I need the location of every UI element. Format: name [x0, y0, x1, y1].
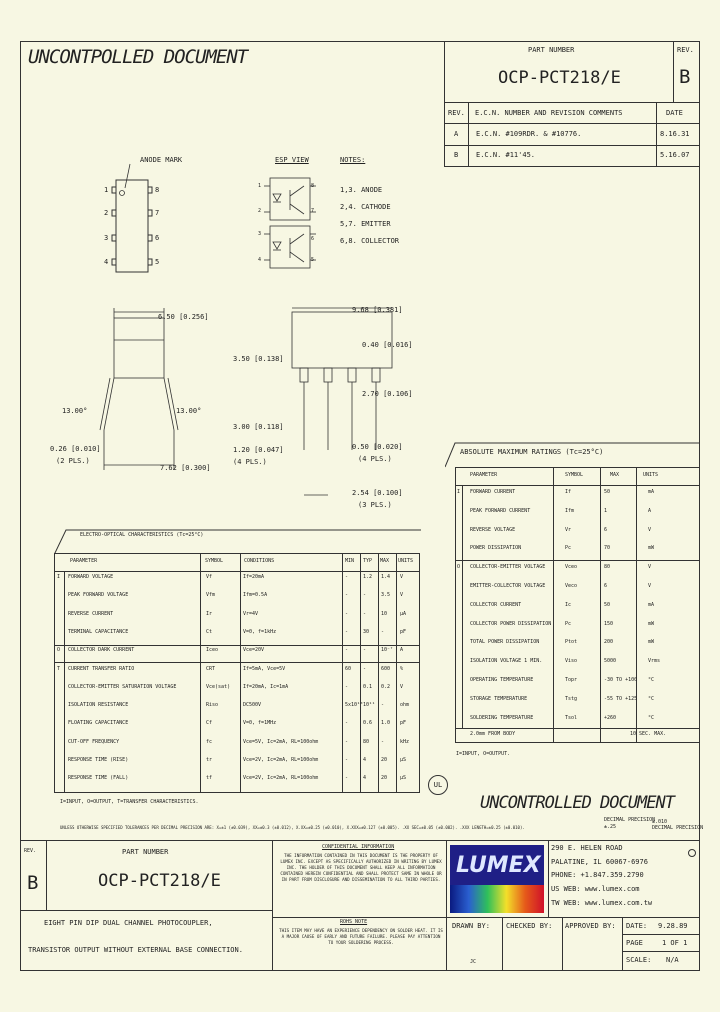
notes-label: NOTES:	[340, 156, 366, 164]
table-cell: Vr=4V	[243, 611, 259, 617]
copyright-icon	[688, 849, 696, 857]
table-cell: 50	[604, 602, 611, 608]
table-cell: -	[363, 611, 367, 617]
pin-label: 8	[311, 183, 315, 189]
table-cell: °C	[648, 696, 655, 702]
dim-label: 3.00 [0.118]	[233, 423, 284, 431]
table-cell: If	[565, 489, 572, 495]
description-line: TRANSISTOR OUTPUT WITHOUT EXTERNAL BASE CONNECTION.	[28, 946, 243, 954]
logo-text: LUMEX	[456, 853, 541, 878]
table-cell: -30 TO +100	[604, 677, 638, 683]
table-cell: mW	[648, 639, 655, 645]
uncontrolled-stamp: UNCONTROLLED DOCUMENT	[480, 793, 674, 813]
table-cell: I	[457, 489, 461, 495]
page-label: PAGE	[626, 939, 643, 947]
table-cell: Ifm=0.5A	[243, 592, 268, 598]
table-cell: -	[381, 702, 385, 708]
table-cell: mA	[648, 602, 655, 608]
table-cell: 0.2	[381, 684, 391, 690]
table-cell: Ptot	[565, 639, 578, 645]
table-cell: 10¹¹	[363, 702, 376, 708]
table-cell: °C	[648, 715, 655, 721]
table-cell: V	[400, 684, 404, 690]
table-row: FORWARD VOLTAGE	[68, 574, 114, 580]
col-header: UNITS	[643, 472, 659, 478]
table-cell: -	[363, 647, 367, 653]
table-cell: +260	[604, 715, 617, 721]
table-cell: %	[400, 666, 404, 672]
table-row: CURRENT TRANSFER RATIO	[68, 666, 135, 672]
table-row: RESPONSE TIME (FALL)	[68, 775, 129, 781]
table-cell: T	[57, 666, 61, 672]
dim-label: 0.50 [0.020]	[352, 443, 403, 451]
table-row: E.C.N. #109RDR. & #10776.	[476, 130, 582, 138]
pin-label: 2	[104, 209, 109, 217]
table-cell: -	[345, 574, 349, 580]
table-row: TOTAL POWER DISSIPATION	[470, 639, 540, 645]
dim-label: 0.40 [0.016]	[362, 341, 413, 349]
footer-part-number-label: PART NUMBER	[122, 848, 169, 856]
table-row: COLLECTOR CURRENT	[470, 602, 522, 608]
checked-by-label: CHECKED BY:	[506, 922, 553, 930]
pin-label: 6	[311, 236, 315, 242]
table-cell: 4	[363, 757, 367, 763]
table-cell: 0.6	[363, 720, 373, 726]
col-header: UNITS	[398, 558, 414, 564]
table-row: 8.16.31	[660, 130, 690, 138]
col-header: MIN	[345, 558, 355, 564]
table-cell: 4	[363, 775, 367, 781]
table-cell: tf	[206, 775, 213, 781]
table-cell: ohm	[400, 702, 410, 708]
table-cell: -55 TO +125	[604, 696, 638, 702]
table-row: EMITTER-COLLECTOR VOLTAGE	[470, 583, 546, 589]
table-cell: DC500V	[243, 702, 262, 708]
table-cell: 5x10¹⁰	[345, 702, 364, 708]
confidential-text: THE INFORMATION CONTAINED IN THIS DOCUMENT IS THE PROPERTY OF LUMEX INC. EXCEPT AS SPECIFICALLY AUTHORIZED IN WRITING BY LUMEX INC. THE HOLDER OF THIS DOCUMENT SHALL KEEP ALL INFORMATION CONTAINED HEREIN CONFIDENTIAL AND SHALL PROTECT SAME IN WHOLE OR IN PART FROM DISCLOSURE AND DISSEMINATION TO ALL THIRD PARTIES.	[280, 853, 442, 882]
table-cell: V	[648, 564, 652, 570]
end-view-drawing	[60, 300, 220, 480]
table-row: REVERSE CURRENT	[68, 611, 114, 617]
table-cell: If=20mA, Ic=1mA	[243, 684, 289, 690]
table-row: COLLECTOR POWER DISSIPATION	[470, 621, 552, 627]
dim-label: 13.00°	[176, 407, 202, 415]
table-cell: A	[648, 508, 652, 514]
table-row: CUT-OFF FREQUENCY	[68, 739, 120, 745]
dim-label: (3 PLS.)	[358, 501, 392, 509]
table-cell: V	[648, 527, 652, 533]
table-row: COLLECTOR DARK CURRENT	[68, 647, 135, 653]
dim-label: 3.50 [0.138]	[233, 355, 284, 363]
table-cell: -	[345, 684, 349, 690]
table-row: STORAGE TEMPERATURE	[470, 696, 528, 702]
rohs-text: THIS ITEM MAY HAVE AN EXPERIENCE DEPENDENCY ON SOLDER HEAT. IT IS A MAJOR CAUSE OF EARLY AND FUTURE FAILURE. PLEASE PAY ATTENTION TO YOUR SOLDERING PROCESS.	[279, 928, 443, 945]
table-cell: µS	[400, 757, 407, 763]
table-cell: fc	[206, 739, 213, 745]
table-cell: -	[345, 592, 349, 598]
comment-col-header: E.C.N. NUMBER AND REVISION COMMENTS	[475, 109, 623, 117]
rohs-title: ROHS NOTE	[340, 919, 368, 925]
footer-part-number: OCP-PCT218/E	[98, 871, 221, 891]
table-cell: 20	[381, 757, 388, 763]
pin-label: 6	[155, 234, 160, 242]
electro-note: I=INPUT, O=OUTPUT, T=TRANSFER CHARACTERISTICS.	[60, 799, 199, 805]
table-cell: 50	[604, 489, 611, 495]
dim-label: 1.20 [0.047]	[233, 446, 284, 454]
footer-rev-value: B	[27, 872, 39, 894]
table-cell: 6	[604, 527, 608, 533]
table-cell: Vr	[565, 527, 572, 533]
address-line: 290 E. HELEN ROAD	[551, 844, 623, 852]
table-row: COLLECTOR-EMITTER SATURATION VOLTAGE	[68, 684, 177, 690]
table-cell: Ic	[565, 602, 572, 608]
col-header: PARAMETER	[70, 558, 98, 564]
pin-label: 4	[104, 258, 109, 266]
table-cell: 1	[604, 508, 608, 514]
table-row: PEAK FORWARD VOLTAGE	[68, 592, 129, 598]
table-cell: O	[457, 564, 461, 570]
table-row: FORWARD CURRENT	[470, 489, 516, 495]
table-cell: µA	[400, 611, 407, 617]
table-cell: 3.5	[381, 592, 391, 598]
pin-label: 4	[258, 257, 262, 263]
table-cell: -	[345, 629, 349, 635]
table-cell: Vce=5V, Ic=2mA, RL=100ohm	[243, 739, 319, 745]
footer-value: 10 SEC. MAX.	[630, 731, 667, 737]
pin-label: 1	[104, 186, 109, 194]
table-cell: 30	[363, 629, 370, 635]
col-header: SYMBOL	[205, 558, 224, 564]
table-cell: 70	[604, 545, 611, 551]
table-cell: Iceo	[206, 647, 219, 653]
table-cell: 150	[604, 621, 614, 627]
footer-param: 2.0mm FROM BODY	[470, 731, 516, 737]
page-value: 1 OF 1	[662, 939, 688, 947]
doc-title: UNCONTPOLLED DOCUMENT	[28, 46, 248, 68]
address-line: US WEB: www.lumex.com	[551, 885, 640, 893]
note-item: 5,7. EMITTER	[340, 220, 391, 228]
table-cell: 80	[363, 739, 370, 745]
top-view-drawing	[100, 160, 170, 275]
table-row: SOLDERING TEMPERATURE	[470, 715, 534, 721]
dim-label: 7.62 [0.300]	[160, 464, 211, 472]
table-cell: kHz	[400, 739, 410, 745]
table-cell: I	[57, 574, 61, 580]
table-cell: Ir	[206, 611, 213, 617]
abs-max-note: I=INPUT, O=OUTPUT.	[456, 751, 511, 757]
table-cell: 10⁻⁷	[381, 647, 394, 653]
dim-label: 9.68 [0.381]	[352, 306, 403, 314]
drawn-by-label: DRAWN BY:	[452, 922, 490, 930]
table-cell: Vfm	[206, 592, 216, 598]
table-cell: Tsol	[565, 715, 578, 721]
table-row: E.C.N. #11'45.	[476, 151, 536, 159]
table-cell: 6	[604, 583, 608, 589]
col-header: PARAMETER	[470, 472, 498, 478]
table-cell: V=0, f=1MHz	[243, 720, 277, 726]
dim-label: 6.50 [0.256]	[158, 313, 209, 321]
col-header: TYP	[363, 558, 373, 564]
scale-label: SCALE:	[626, 956, 652, 964]
esp-view-label: ESP VIEW	[275, 156, 309, 164]
drawn-by-value: JC	[470, 959, 477, 965]
ul-mark-icon: UL	[428, 775, 448, 795]
table-cell: mW	[648, 621, 655, 627]
precision2-value: ±.010	[652, 819, 668, 825]
lumex-logo	[450, 845, 544, 913]
pin-label: 5	[155, 258, 160, 266]
table-cell: Vf	[206, 574, 213, 580]
col-header: MAX	[610, 472, 620, 478]
table-cell: °C	[648, 677, 655, 683]
table-cell: pF	[400, 629, 407, 635]
table-cell: mA	[648, 489, 655, 495]
part-number-label: PART NUMBER	[528, 46, 575, 54]
table-cell: Veco	[565, 583, 578, 589]
rev-value: B	[679, 66, 691, 88]
pin-label: 7	[155, 209, 160, 217]
table-row: POWER DISSIPATION	[470, 545, 522, 551]
date-col-header: DATE	[666, 109, 683, 117]
pin-label: 2	[258, 208, 262, 214]
note-item: 6,8. COLLECTOR	[340, 237, 400, 245]
scale-value: N/A	[666, 956, 679, 964]
dim-label: (4 PLS.)	[358, 455, 392, 463]
pin-label: 7	[311, 208, 315, 214]
pin-label: 8	[155, 186, 160, 194]
col-header: SYMBOL	[565, 472, 584, 478]
table-cell: If=5mA, Vce=5V	[243, 666, 286, 672]
table-cell: 80	[604, 564, 611, 570]
table-cell: -	[363, 666, 367, 672]
table-row: COLLECTOR-EMITTER VOLTAGE	[470, 564, 546, 570]
table-cell: Vce=2V, Ic=2mA, RL=100ohm	[243, 757, 319, 763]
table-cell: Topr	[565, 677, 578, 683]
table-cell: A	[400, 647, 404, 653]
table-cell: V=0, f=1kHz	[243, 629, 277, 635]
table-cell: 1.2	[363, 574, 373, 580]
table-cell: Tstg	[565, 696, 578, 702]
table-cell: 60	[345, 666, 352, 672]
rev-col-header: REV.	[448, 109, 465, 117]
address-line: PHONE: +1.847.359.2790	[551, 871, 644, 879]
table-cell: -	[345, 647, 349, 653]
pin-label: 5	[311, 257, 315, 263]
table-cell: O	[57, 647, 61, 653]
table-row: RESPONSE TIME (RISE)	[68, 757, 129, 763]
table-cell: Pc	[565, 621, 572, 627]
table-cell: Vceo	[565, 564, 578, 570]
table-cell: 1.4	[381, 574, 391, 580]
logo-spectrum	[450, 885, 544, 913]
dim-label: 2.54 [0.100]	[352, 489, 403, 497]
rev-label: REV.	[677, 46, 694, 54]
table-cell: V	[400, 592, 404, 598]
table-row: ISOLATION RESISTANCE	[68, 702, 129, 708]
table-cell: 5000	[604, 658, 617, 664]
part-number: OCP-PCT218/E	[498, 68, 621, 88]
confidential-title: CONFIDENTIAL INFORMATION	[322, 844, 395, 850]
table-cell: mW	[648, 545, 655, 551]
col-header: MAX	[380, 558, 390, 564]
table-row: FLOATING CAPACITANCE	[68, 720, 129, 726]
table-cell: Vce(sat)	[206, 684, 231, 690]
table-cell: Ct	[206, 629, 213, 635]
table-row: ISOLATION VOLTAGE 1 MIN.	[470, 658, 543, 664]
footer-rev-label: REV.	[24, 848, 37, 854]
dim-label: (2 PLS.)	[56, 457, 90, 465]
table-cell: 200	[604, 639, 614, 645]
side-view-drawing	[250, 300, 420, 510]
table-row: A	[454, 130, 459, 138]
table-cell: -	[345, 775, 349, 781]
table-cell: -	[363, 592, 367, 598]
table-cell: pF	[400, 720, 407, 726]
pin-label: 3	[104, 234, 109, 242]
date-value: 9.28.89	[658, 922, 688, 930]
table-cell: Vce=2V, Ic=2mA, RL=100ohm	[243, 775, 319, 781]
col-header: CONDITIONS	[244, 558, 275, 564]
table-row: OPERATING TEMPERATURE	[470, 677, 534, 683]
pin-label: 1	[258, 183, 262, 189]
approved-by-label: APPROVED BY:	[565, 922, 616, 930]
anode-mark-label: ANODE MARK	[140, 156, 183, 164]
table-cell: V	[400, 574, 404, 580]
table-row: 5.16.07	[660, 151, 690, 159]
precision2-label: DECIMAL PRECISION	[652, 825, 704, 831]
table-cell: -	[345, 739, 349, 745]
table-cell: -	[381, 629, 385, 635]
address-line: TW WEB: www.lumex.com.tw	[551, 899, 653, 907]
table-cell: Vce=20V	[243, 647, 265, 653]
table-cell: 20	[381, 775, 388, 781]
table-cell: 600	[381, 666, 391, 672]
dim-label: 2.70 [0.106]	[362, 390, 413, 398]
precision-label: DECIMAL PRECISION	[604, 817, 656, 823]
table-cell: -	[345, 611, 349, 617]
table-cell: V	[648, 583, 652, 589]
table-cell: -	[345, 757, 349, 763]
table-cell: 0.1	[363, 684, 373, 690]
schematic-drawing	[260, 168, 330, 273]
dim-label: 13.00°	[62, 407, 88, 415]
table-cell: tr	[206, 757, 213, 763]
table-cell: Ifm	[565, 508, 575, 514]
table-cell: 1.0	[381, 720, 391, 726]
table-row: TERMINAL CAPACITANCE	[68, 629, 129, 635]
table-row: REVERSE VOLTAGE	[470, 527, 516, 533]
table-cell: Vrms	[648, 658, 661, 664]
table-cell: Viso	[565, 658, 578, 664]
date-label: DATE:	[626, 922, 648, 930]
pin-label: 3	[258, 231, 262, 237]
abs-max-title: ABSOLUTE MAXIMUM RATINGS (Tc=25°C)	[460, 448, 604, 456]
tolerance-note: UNLESS OTHERWISE SPECIFIED TOLERANCES PER DECIMAL PRECISION ARE: X=±1 (±0.039), XX=±0.3 (±0.012), X.XX=±0.25 (±0.010), X.XXX=±0.127 (±0.005). .XX SEC=±0.05 (±0.002). .XXX LENGTH=±0.25 (±0.010).	[60, 825, 525, 830]
table-cell: Riso	[206, 702, 219, 708]
note-item: 1,3. ANODE	[340, 186, 383, 194]
table-cell: -	[381, 739, 385, 745]
dim-label: 0.26 [0.010]	[50, 445, 101, 453]
note-item: 2,4. CATHODE	[340, 203, 391, 211]
address-line: PALATINE, IL 60067-6976	[551, 858, 648, 866]
table-cell: CRT	[206, 666, 216, 672]
description-line: EIGHT PIN DIP DUAL CHANNEL PHOTOCOUPLER,	[44, 919, 213, 927]
table-cell: Pc	[565, 545, 572, 551]
table-row: B	[454, 151, 459, 159]
table-cell: Cf	[206, 720, 213, 726]
table-cell: -	[345, 720, 349, 726]
table-cell: 10	[381, 611, 388, 617]
table-cell: If=20mA	[243, 574, 265, 580]
table-row: PEAK FORWARD CURRENT	[470, 508, 531, 514]
dim-label: (4 PLS.)	[233, 458, 267, 466]
electro-title: ELECTRO-OPTICAL CHARACTERISTICS (Tc=25°C)	[80, 532, 204, 538]
precision-value: ±.25	[604, 824, 617, 830]
table-cell: µS	[400, 775, 407, 781]
